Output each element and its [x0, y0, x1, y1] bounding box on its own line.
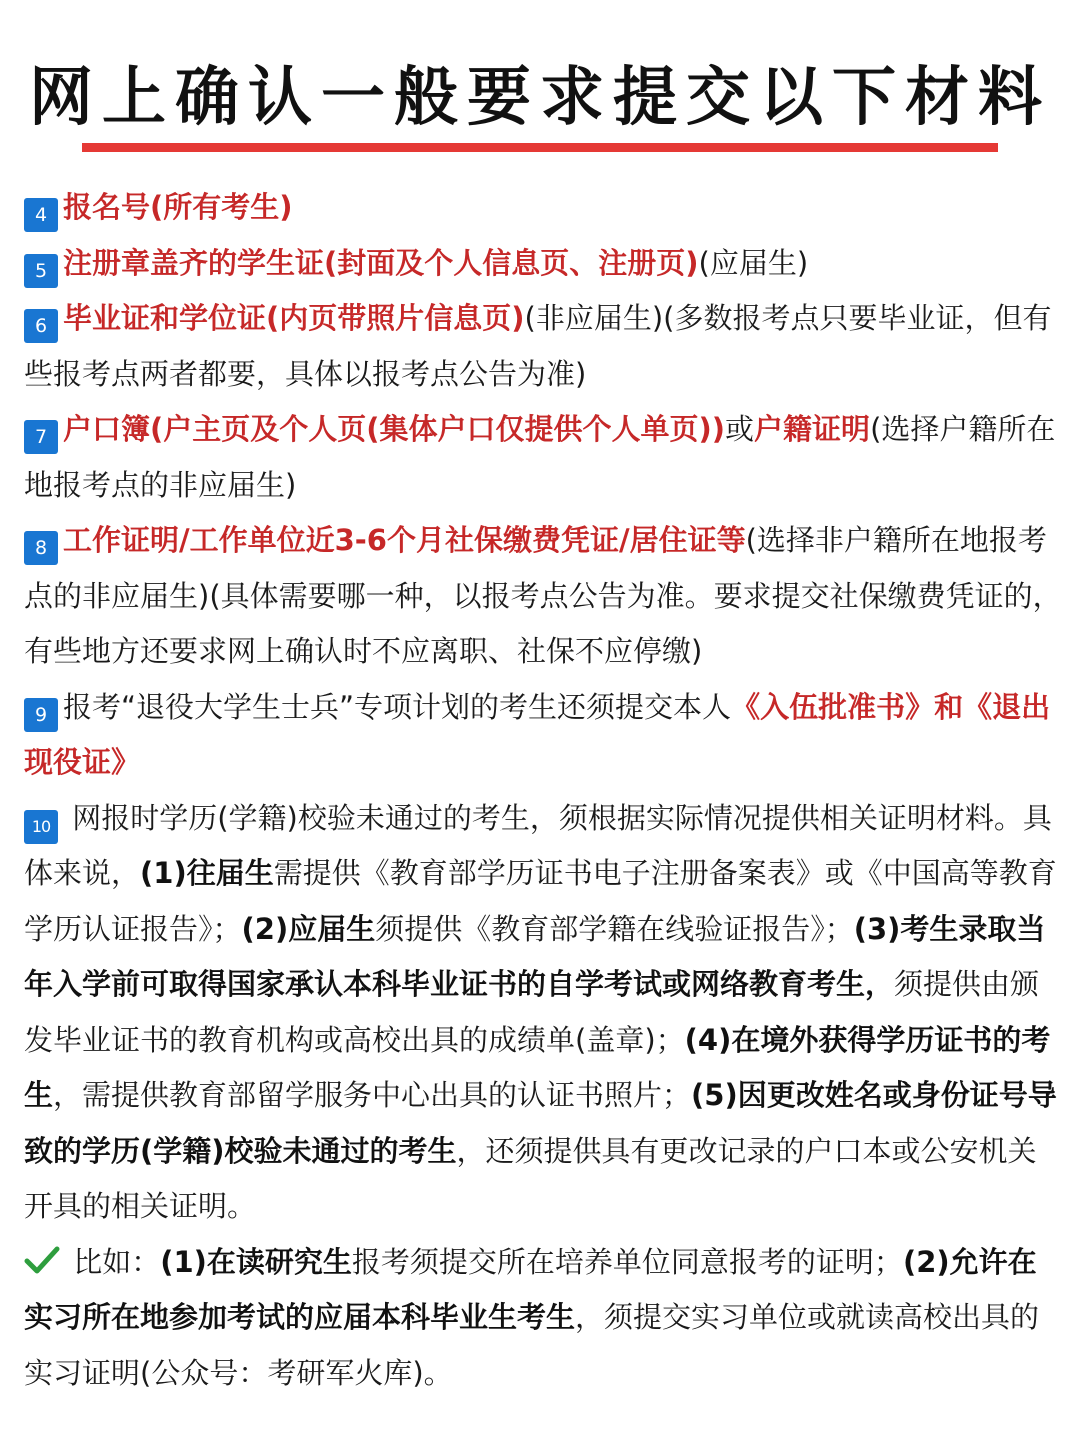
- list-item-10: [24, 791, 1064, 1235]
- list-item-8: [24, 513, 1064, 680]
- number-10-icon: 10: [24, 810, 58, 844]
- bold-segment: (1)在读研究生: [160, 1244, 352, 1279]
- list-item-6: [24, 291, 1064, 402]
- materials-list: [24, 180, 1064, 1401]
- bold-segment: (2)允许在实习所在地参加考试的应届本科毕业生考生: [24, 1244, 1037, 1334]
- number-7-icon: 7: [24, 420, 58, 454]
- number-9-icon: 9: [24, 698, 58, 732]
- item-highlight: 户口簿(户主页及个人页(集体户口仅提供个人单页)): [63, 412, 726, 446]
- number-6-icon: 6: [24, 309, 58, 343]
- number-4-icon: 4: [24, 198, 58, 232]
- item-text: 报考“退役大学生士兵”专项计划的考生还须提交本人: [63, 689, 732, 724]
- page-title: 网上确认一般要求提交以下材料: [29, 61, 1051, 135]
- text-segment: 须提供由颁发毕业证书的教育机构或高校出具的成绩单(盖章)；: [24, 967, 1040, 1057]
- item-highlight: 报名号(所有考生): [63, 190, 293, 224]
- item-text: (非应届生)(多数报考点只要毕业证，但有些报考点两者都要，具体以报考点公告为准): [24, 301, 1052, 391]
- bold-segment: (4)在境外获得学历证书的考生: [24, 1022, 1051, 1112]
- item-highlight-2: 户籍证明: [754, 412, 871, 446]
- list-item-4: [24, 180, 1064, 236]
- text-segment: 须提供《教育部学籍在线验证报告》；: [375, 911, 854, 946]
- bold-segment: (5)因更改姓名或身份证号导致的学历(学籍)校验未通过的考生: [24, 1078, 1057, 1168]
- check-mark-icon: [24, 1243, 60, 1277]
- text-segment: ，须提交实习单位或就读高校出具的实习证明(公众号：考研军火库)。: [24, 1300, 1040, 1390]
- bold-segment: (1)往届生: [140, 856, 274, 890]
- list-item-5: [24, 236, 1064, 292]
- text-segment: ，还须提供具有更改记录的户口本或公安机关开具的相关证明。: [24, 1133, 1037, 1223]
- text-segment: 需提供《教育部学历证书电子注册备案表》或《中国高等教育学历认证报告》；: [24, 856, 1057, 946]
- list-item-example: [24, 1235, 1064, 1402]
- item-text: 或: [725, 412, 755, 446]
- bold-segment: (2)应届生: [241, 911, 376, 946]
- item-highlight: 毕业证和学位证(内页带照片信息页): [63, 301, 525, 335]
- title-underline: [82, 143, 998, 152]
- list-item-9: [24, 680, 1064, 791]
- item-highlight: 《入伍批准书》和《退出现役证》: [24, 689, 1051, 779]
- text-segment: 比如：: [73, 1244, 161, 1279]
- item-highlight: 工作证明/工作单位近3-6个月社保缴费凭证/居住证等: [63, 523, 746, 557]
- text-segment: 报考须提交所在培养单位同意报考的证明；: [351, 1244, 903, 1279]
- list-item-7: [24, 402, 1064, 513]
- number-8-icon: 8: [24, 531, 58, 565]
- item-highlight: 注册章盖齐的学生证(封面及个人信息页、注册页): [63, 245, 699, 280]
- text-segment: ，需提供教育部留学服务中心出具的认证书照片；: [53, 1078, 692, 1112]
- text-segment: 网报时学历(学籍)校验未通过的考生，须根据实际情况提供相关证明材料。具体来说，: [24, 800, 1052, 890]
- item-text: (应届生): [698, 245, 809, 280]
- item-text-2: (选择户籍所在地报考点的非应届生): [24, 412, 1056, 502]
- number-5-icon: 5: [24, 254, 58, 288]
- bold-segment: (3)考生录取当年入学前可取得国家承认本科毕业证书的自学考试或网络教育考生，: [24, 911, 1046, 1001]
- item-text: (选择非户籍所在地报考点的非应届生)(具体需要哪一种，以报考点公告为准。要求提交社保缴费凭证的，有些地方还要求网上确认时不应离职、社保不应停缴): [24, 523, 1062, 668]
